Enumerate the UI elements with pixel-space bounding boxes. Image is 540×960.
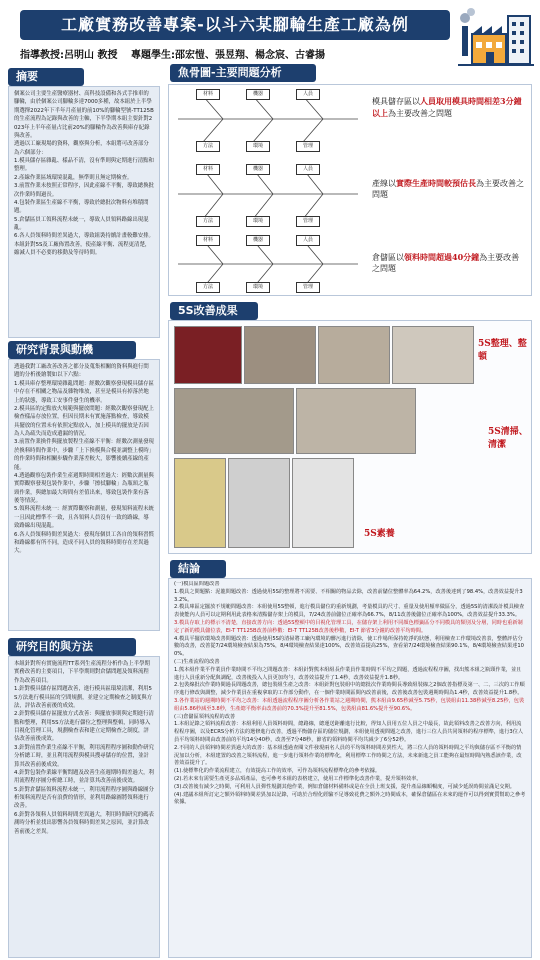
paragraph: 6.各人員領料時間差異過大，導致組裝持續計畫較難安排。 bbox=[14, 233, 154, 240]
fishbone-box: 管理 bbox=[296, 216, 320, 227]
fishbone-note: 模具儲存區以人員取用模具時間相差3分鐘以上為主要改善之問題 bbox=[372, 96, 522, 118]
conclusion-paragraph: 4.模具平擺放環境改善問題改善：透過使用5S的清掃將工廠內環境的髒污進行清除，使工作場所保持乾淨的狀態，利用檢查工作環境改善表，整體評估分數的改善，改善從7/24環境檢查結果為75%，8/4環境檢查結果達100%，改善效益提高25%，查看第7/24環境檢查結果90.1%，8/4環境檢查結果達100%。 bbox=[174, 635, 524, 658]
abstract-text bbox=[14, 90, 154, 334]
five-s-header: 5S改善成果 bbox=[170, 302, 258, 320]
paragraph: 4.針對包裝作業線平衡問題及改善生產週期時間差過大，利用流程程序圖分析總工時，並計算其改善前後成效。 bbox=[14, 769, 154, 785]
factory-icon bbox=[458, 4, 534, 70]
fishbone-box: 機器 bbox=[246, 164, 270, 175]
fishbone-box: 方法 bbox=[196, 141, 220, 152]
conclusion-paragraph: (三)倉儲區領料流程的改善 bbox=[174, 713, 236, 720]
paragraph: 1.針對模具儲存區問題改善，進行模具區環境清潔，利用5S方法進行模具區的空間規劃，並建立定期檢查之制度與方法，評估改善前後的成效。 bbox=[14, 686, 153, 709]
fishbone-note: 倉儲區以領料時間超過40分鐘為主要改善之問題 bbox=[372, 252, 520, 273]
paragraph: 6.針對各領料人員領料時間差異過大，利用時間研究的碼表測時分析並找出影響各員領料時間差異之原因，並計算改善前後之差異。 bbox=[14, 811, 154, 835]
background-header: 研究背景與動機 bbox=[8, 341, 136, 359]
fishbone-diagrams bbox=[168, 84, 368, 294]
fishbone-box: 材料 bbox=[196, 89, 220, 100]
paragraph: 4.透過觀察包裝作業生產週期時間相差過大：經數次測量與實際觀察發現包裝作業中，步驟「擦拭腳輪」為瓶頸之瓶頸作業，與總加最大時間有差值出來，導致包裝作業有落後等情況。 bbox=[14, 472, 154, 504]
paragraph: 6.各人員領料時間差異過大：發現每個員工各自的領料習慣和路線都有所不同，造成不同人員的領料時間存在差異過大。 bbox=[14, 531, 154, 555]
conclusion-paragraph: 2.不同的人員領料時間差異過大的改善：基本組透過查閱文件發現兩名人員的平均領料時間差異性大，將三位人員的領料時間之平均與儲存區不平衡的情況加以分析，本組建置的改善之領料流程，進一步進行領料作業的標準化，利用標準工作時間之方法，未來新進之員工能夠在最短時間內熟悉該作業，改善效益提升了。 bbox=[174, 744, 522, 767]
abstract-header: 摘要 bbox=[8, 68, 84, 86]
fishbone-box: 人員 bbox=[296, 89, 320, 100]
conclusion-paragraph: (1).使標準化的作業流程建立，有效提高工作的效率，可作為領料流程標準化的參考依據。 bbox=[174, 768, 381, 775]
conclusion-paragraph: 2.模具庫區定擺放不規範問題改善：本組使用5S整頓，進行模具儲位的重新規劃，考量模具的尺寸、重量及使用頻率做區分，透過5S的清潔設計模具檢查表使能內人員可以定期利用此表格來清點儲存架上的模具，7/24改善前儲位正確率為66.7%，8/11改善後儲位正確率為100%，改善效益提升33.3%。 bbox=[174, 604, 525, 619]
conclusion-paragraph: (一)模具區問題改善 bbox=[174, 581, 220, 587]
conclusion-paragraph: 1.本組記錄之領料流程改善：本組利用人員領料時間，總路線，總運送距離進行比較，得知人員用五位人員之中最長，故此領料改善之改善方向，利用流程程序圖，以及ECRS分析方法的選修進行改善，透過平衡儲存區的儲位規劃，本組使用透視問題之改善，進行三位人員共同領料的程序標準，進行3位人員平均領料時間由改善前的平均14分40秒，改善至7分48秒，節省的領料時間平均共減少了6分52秒。 bbox=[174, 721, 524, 743]
paragraph: 本組針對5S及工廠佈置改善，使產線平衡、流程更清楚，縮減人員不必要的移動及等待時間。 bbox=[14, 241, 151, 257]
poster-title: 工廠實務改善專案-以斗六某腳輪生產工廠為例 bbox=[20, 10, 450, 40]
fishbone-box: 人員 bbox=[296, 235, 320, 246]
photo-cleaning-before bbox=[174, 388, 294, 454]
paragraph: 1.模具儲存區雜亂、樣品不清，沒有準則與定期進行清點和整理。 bbox=[14, 158, 154, 173]
five-s-label: 5S整理、整頓 bbox=[478, 339, 527, 362]
conclusion-paragraph: 3.模具存取上的標示不清楚，直接改善方向：透過5S整頓中的目視化管理工具，在儲存架上利用不同顏色標籤區分不同模具的類別及分層，同時也重新制定了新的模具儲位表，EI-T TT125B改善前秒數：EI-T TT125B改善後秒數，EI-T 節省3分鐘的改善平均時間。 bbox=[174, 619, 523, 634]
photo-poster bbox=[174, 458, 226, 548]
fishbone-box: 材料 bbox=[196, 235, 220, 246]
conclusion-header: 結論 bbox=[170, 560, 226, 578]
conclusion-paragraph: 2.包裝線批次作業時間過長問題改善，總包裝組生產之改善：本組針對包裝組中的總批次作業時間長導致組裝線之2個改善指標及第一、二、三次的工作順序進行修改與調整，減少作業員在重複拿取的工作部分動作，在一個作業時間區間內改善前後，改善後改善包裝週期時間為1.4秒，改善效益提升1.8秒。 bbox=[174, 682, 525, 697]
photo-storage-2 bbox=[392, 326, 474, 384]
photo-before-shelf bbox=[174, 326, 242, 384]
paragraph: 1.模具庫存整理環境雜亂問題：經數次觀察發現模具儲存區中存在不相關之物品及雜物堆放，甚至是模具有掉落於地上的狀態，導致工安事件發生的機率。 bbox=[14, 380, 154, 404]
paragraph: 5.倉儲區員工領料流程未統一，導致人員領料路線出現混亂。 bbox=[14, 216, 149, 231]
conclusion-text bbox=[174, 581, 526, 953]
purpose-text bbox=[14, 660, 154, 954]
paragraph: 2.針對模具儲存區擺放方式改善：與擺放事則與定期進行清點和整理，利用5S方法進行儲位之整理與整頓，同時導入目視化管理工具，規劃檢查表和建立定期檢查之制度，評估改善前後成效。 bbox=[14, 711, 154, 743]
fishbone-box: 環境 bbox=[246, 216, 270, 227]
fishbone-box: 方法 bbox=[196, 282, 220, 293]
photo-cleaning-after bbox=[296, 388, 416, 454]
authors-line: 指導教授:呂明山 教授 專題學生:邵宏愷、張昱翔、楊念宸、古睿揚 bbox=[20, 50, 325, 61]
five-s-label: 5S清掃、清潔 bbox=[488, 427, 528, 450]
fishbone-box: 管理 bbox=[296, 282, 320, 293]
fishbone-box: 方法 bbox=[196, 216, 220, 227]
fishbone-box: 環境 bbox=[246, 282, 270, 293]
photo-after-shelf bbox=[244, 326, 316, 384]
background-text bbox=[14, 363, 154, 627]
conclusion-paragraph: 3.各作業站的週期時間不平均之改善：本組透過流程程序圖分析各作業站之週期時間，熊本組由9.65秒減至5.75秒，包裝組由11.38秒減至8.25秒，包裝組由5.86秒減至3.8秒，生產總平衡率由改善前的70.3%提升至81.5%，包裝組由81.6%提升至90.6%。 bbox=[174, 697, 525, 712]
paragraph: 4.包裝作業區生產線不平衡，導致於總批次物料有堆積問題。 bbox=[14, 199, 149, 215]
conclusion-paragraph: 1.模具之問題點：泥龍問題改善：透過使用5S的整理將不需要、不相關的物品去除，改善前儲位整體率為64.2%，改善後達到了98.4%，改善效益提升33.2%。 bbox=[174, 588, 523, 603]
conclusion-paragraph: (2).若未來有需要生產更多品項產品，也可參考本組的表格建立，使用工作標準化改善作業，提升領料效率。 bbox=[174, 775, 422, 782]
fishbone-header: 魚骨圖-主要問題分析 bbox=[170, 64, 316, 82]
paragraph: 3.前置作業未按照正常程序，因此產線不平衡，導致總換批次作業時間過長。 bbox=[14, 183, 154, 198]
conclusion-paragraph: (3).改善後有減少之時間，可利用人員彈性規劃其他作業，例如倉儲材料備料或是在全員上班支援，提升產品線順暢度，可減少延誤時間並滿足交期。 bbox=[174, 783, 515, 790]
paragraph: 3.前置作業換件與擺放製程生產線不平衡：經數次測量發現於換料時間作業中，步驟「上下換模與合模並調整上模時」的作業時間和相關步驟作業落差較大，影響後續產線的產能。 bbox=[14, 439, 154, 471]
photo-checklist-2 bbox=[292, 458, 354, 548]
fishbone-box: 機器 bbox=[246, 89, 270, 100]
fishbone-note: 產線以實際生產時間較預估長為主要改善之問題 bbox=[372, 178, 524, 199]
paragraph: 2.產線作業區域環境混亂，無準則且無定期檢查。 bbox=[14, 174, 133, 181]
photo-storage bbox=[318, 326, 390, 384]
conclusion-paragraph: (4).建議本組所訂定之額外領料時間差異加以記錄，可助於合理化經驗不足導致花費之額外之時間成本，確保倉儲區在未來的運作可以得到實質幫助之參考依據。 bbox=[174, 791, 526, 806]
fishbone-box: 材料 bbox=[196, 164, 220, 175]
paragraph: 透過以工廠現場的資料，觀察與分析，本組將可改善部分為六個部分： bbox=[14, 141, 149, 156]
photo-checklist bbox=[228, 458, 290, 548]
conclusion-paragraph: 1.熊本組作業平作業員作業時間不平均之問題改善：本組針對熊本組組長作業員作業時間不平均之問題，透過流程程序圖，找出熊本組之瓶頸作業，並且進行人員重新分配與調配，改善後投入人員更加均勻，改善效益提升了1.4秒，改善效益提升1.8秒。 bbox=[174, 666, 522, 681]
paragraph: 透過我對工廠改善改善之都分及蒐集相關的資料與進行問題的分析後繪製如以下六點： bbox=[14, 364, 149, 379]
paragraph: 5.針對倉儲區領料流程未統一，利用流程程序圖與路線圖分析領料流程是否有浪費的情形，並利用路線圖將領料進行改善。 bbox=[14, 786, 154, 810]
paragraph: 個案公司主要生產醫療器材、高科技設備和各式手推車的腳輪，由於個案公司腳輪多達7000多種，故本組於上半學期選擇2022年下半年月產量的前10%的腳輪型號-TT125B的生產流程為記錄與改善的主軸，下半學期本組主要針對2023年上半年產量占比前20%的腳輪作為改善與庫存紀錄與改善。 bbox=[14, 91, 154, 139]
purpose-header: 研究目的與方法 bbox=[8, 638, 136, 656]
fishbone-box: 機器 bbox=[246, 235, 270, 246]
five-s-label: 5S素養 bbox=[364, 529, 395, 539]
paragraph: 3.針對前置作業生產線不平衡，利用流程程序圖和動作研究分析總工時，並且利用流程與模具搜尋儲存的位置，並計算其改善前後成效。 bbox=[14, 744, 154, 768]
paragraph: 5.領料流程未統一：經實際觀察和測量，發現領料流程未統一且因此標準不一致，且各領料人員沒有一致的路線，導致路線出現混亂。 bbox=[14, 506, 154, 530]
conclusion-paragraph: (二)生產流程的改善 bbox=[174, 658, 220, 665]
fishbone-box: 管理 bbox=[296, 141, 320, 152]
paragraph: 本組針對所有實施流程TT系列生產流程分析作為上半學期實務改善的主要項目，下半學期則對倉儲問題及領料流程作為改善項目。 bbox=[14, 661, 150, 684]
paragraph: 2.模具區的定點放火規範與擺放問題：經數次觀察發現配上檢查樣品存放位置，但因長期未有實施落點檢查，導致模具擺放的位置未有依照定點放入，加上模具的擺放是否因為人為疏失而造成遺漏的情況。 bbox=[14, 405, 154, 437]
fishbone-box: 人員 bbox=[296, 164, 320, 175]
fishbone-box: 環境 bbox=[246, 141, 270, 152]
